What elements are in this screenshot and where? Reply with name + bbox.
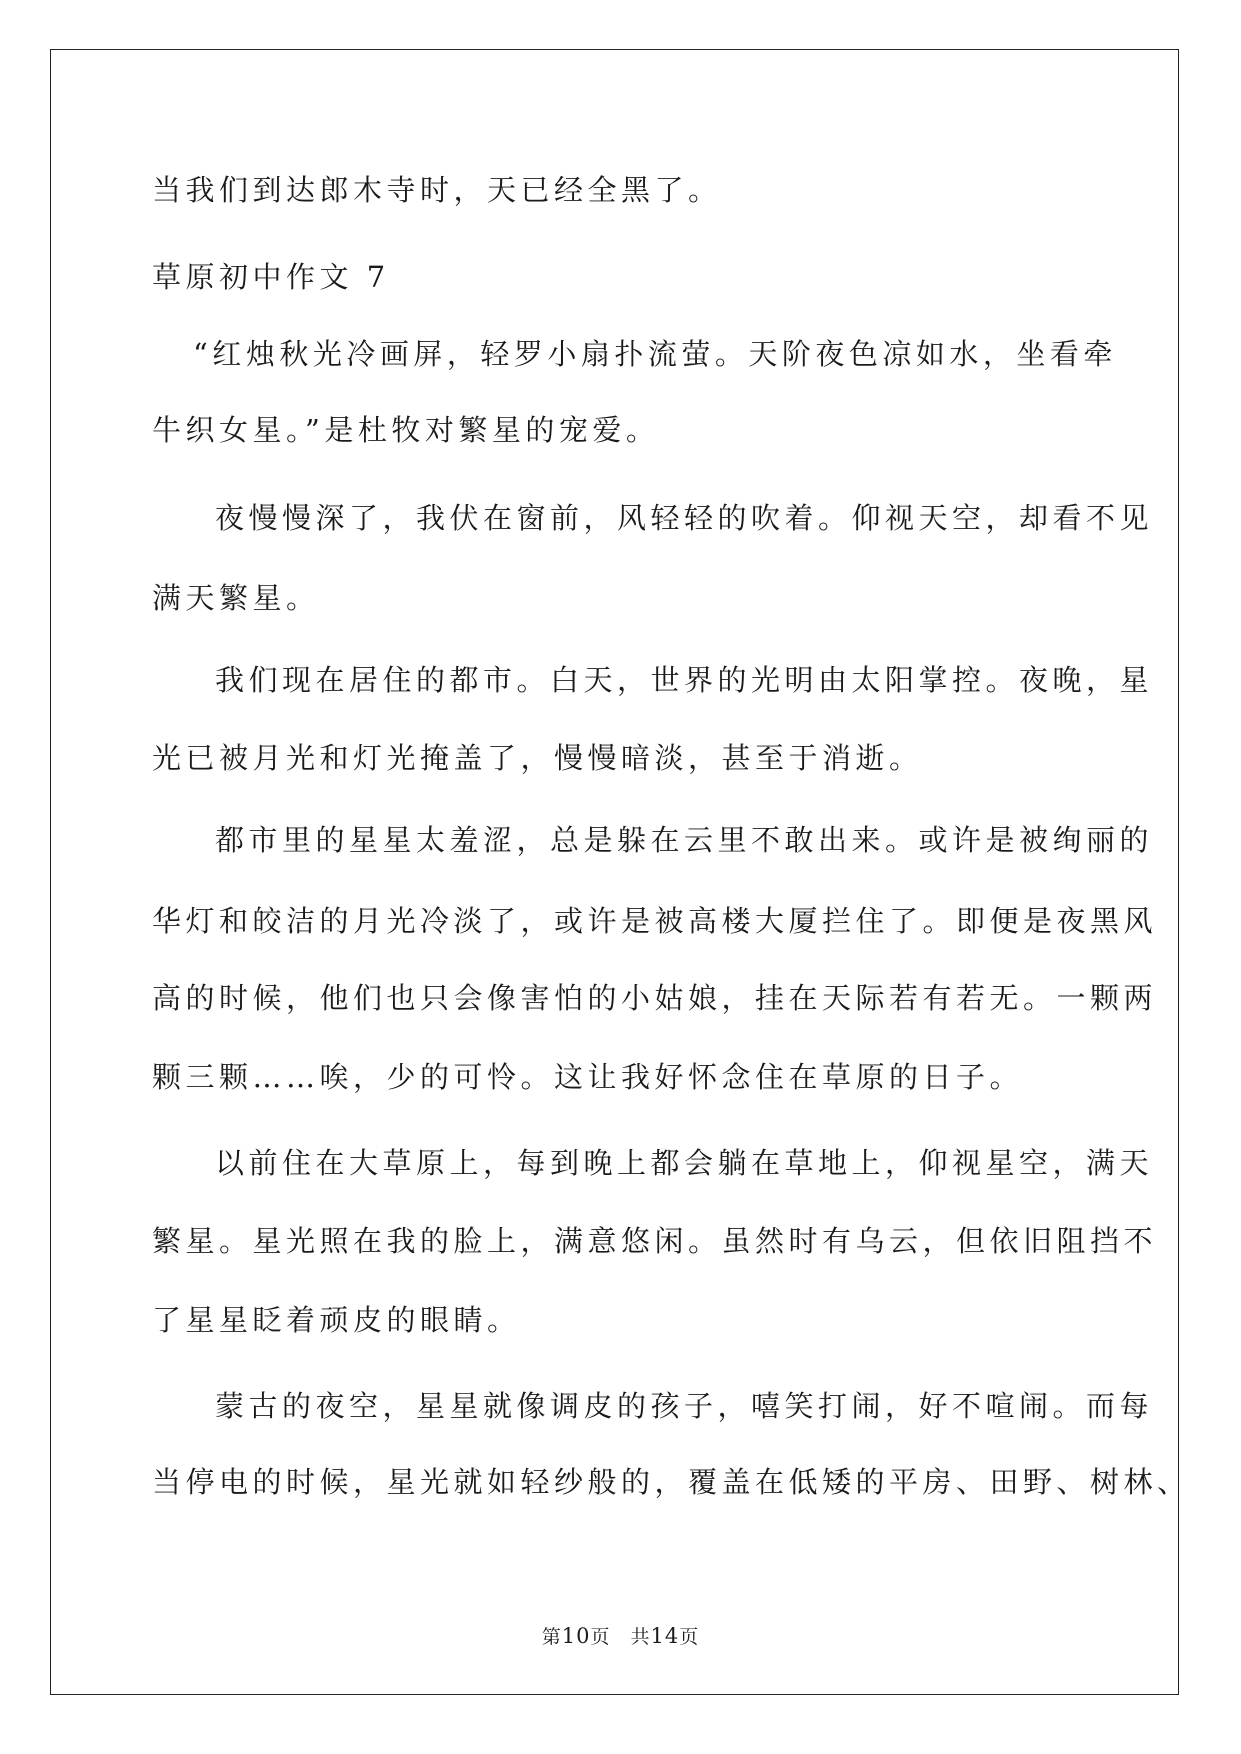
text-line-9: 都市里的星星太羞涩，总是躲在云里不敢出来。或许是被绚丽的 xyxy=(215,823,1154,857)
text-line-16: 蒙古的夜空，星星就像调皮的孩子，嘻笑打闹，好不喧闹。而每 xyxy=(215,1389,1154,1423)
text-line-4: 牛织女星。”是杜牧对繁星的宠爱。 xyxy=(152,413,660,447)
footer-middle: 页 共 xyxy=(590,1626,651,1648)
text-line-14: 繁星。星光照在我的脸上，满意悠闲。虽然时有乌云，但依旧阻挡不 xyxy=(152,1224,1158,1258)
text-line-5: 夜慢慢深了，我伏在窗前，风轻轻的吹着。仰视天空，却看不见 xyxy=(215,501,1154,535)
text-line-8: 光已被月光和灯光掩盖了，慢慢暗淡，甚至于消逝。 xyxy=(152,741,923,775)
footer-total-pages: 14 xyxy=(650,1624,680,1648)
text-line-6: 满天繁星。 xyxy=(152,581,320,615)
text-line-3: “红烛秋光冷画屏，轻罗小扇扑流萤。天阶夜色凉如水，坐看牵 xyxy=(193,337,1117,371)
text-line-12: 颗三颗……唉，少的可怜。这让我好怀念住在草原的日子。 xyxy=(152,1060,1024,1094)
footer-suffix: 页 xyxy=(679,1626,700,1648)
text-line-10: 华灯和皎洁的月光冷淡了，或许是被高楼大厦拦住了。即便是夜黑风 xyxy=(152,904,1158,938)
footer-current-page: 10 xyxy=(561,1624,591,1648)
page-footer xyxy=(0,1622,1241,1649)
text-line-1: 当我们到达郎木寺时，天已经全黑了。 xyxy=(152,173,722,207)
text-line-13: 以前住在大草原上，每到晚上都会躺在草地上，仰视星空，满天 xyxy=(215,1146,1154,1180)
footer-prefix: 第 xyxy=(541,1626,562,1648)
text-line-11: 高的时候，他们也只会像害怕的小姑娘，挂在天际若有若无。一颗两 xyxy=(152,981,1158,1015)
text-line-7: 我们现在居住的都市。白天，世界的光明由太阳掌控。夜晚，星 xyxy=(215,663,1154,697)
section-heading: 草原初中作文 7 xyxy=(152,260,390,294)
text-line-15: 了星星眨着顽皮的眼睛。 xyxy=(152,1303,521,1337)
text-line-17: 当停电的时候，星光就如轻纱般的，覆盖在低矮的平房、田野、树林、 xyxy=(152,1465,1191,1499)
